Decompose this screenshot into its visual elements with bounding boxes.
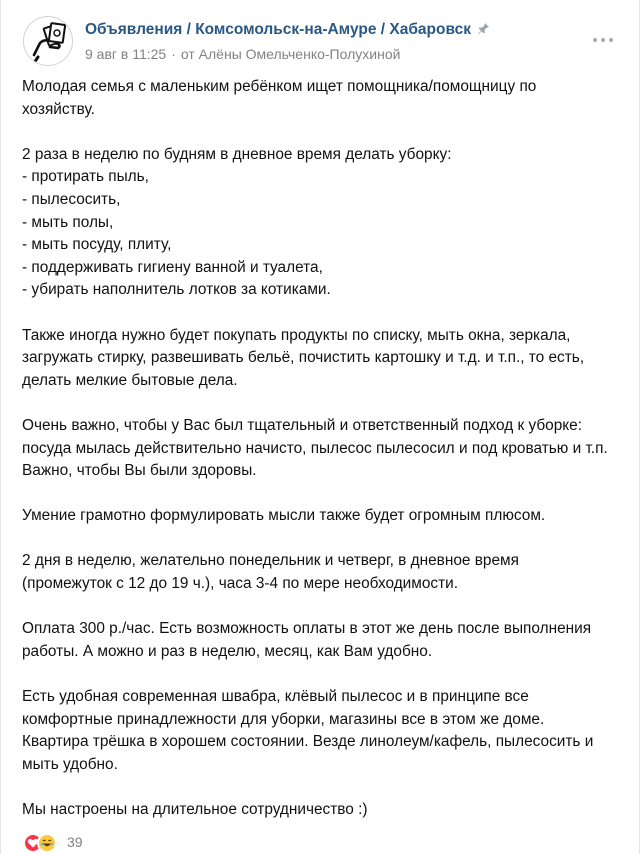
- post-line: Умение грамотно формулировать мысли также будет огромным плюсом.: [22, 507, 546, 525]
- post-paragraph: [22, 799, 617, 822]
- post-line: Оплата 300 р./час. Есть возможность оплаты в этот же день после выполнения: [22, 620, 592, 638]
- laugh-reaction-icon: [37, 833, 57, 853]
- post-paragraph: [22, 144, 617, 302]
- money-hand-icon: [24, 17, 73, 66]
- post-line: - убирать наполнитель лотков за котиками.: [22, 281, 331, 299]
- post-line: Квартира трёшка в хорошем состоянии. Везде линолеум/кафель, пылесосить и: [22, 733, 594, 751]
- post-paragraph: [22, 76, 617, 121]
- post-line: мыть удобно.: [22, 755, 118, 773]
- post-line: (промежуток с 12 до 19 ч.), часа 3-4 по мере необходимости.: [22, 575, 459, 593]
- more-dots-icon[interactable]: [593, 36, 615, 44]
- post-line: - пылесосить,: [22, 190, 121, 208]
- post-meta: [85, 46, 400, 62]
- pin-icon: [477, 22, 490, 40]
- post-date[interactable]: 9 авг в 11:25: [85, 46, 167, 62]
- post-line: - протирать пыль,: [22, 168, 149, 186]
- reactions-button[interactable]: [23, 832, 65, 854]
- post-paragraph: [22, 686, 617, 776]
- group-title-link[interactable]: [85, 21, 490, 40]
- post-paragraph: [22, 415, 617, 483]
- post-line: Есть удобная современная швабра, клёвый пылесос и в принципе все: [22, 688, 529, 706]
- post-text: [22, 76, 617, 844]
- reaction-count[interactable]: 39: [67, 834, 83, 850]
- post-line: 2 раза в неделю по будням в дневное время делать уборку:: [22, 145, 452, 163]
- post-paragraph: [22, 325, 617, 393]
- post-line: делать мелкие бытовые дела.: [22, 371, 238, 389]
- post-line: посуда мылась действительно начисто, пылесос пылесосил и под кроватью и т.п.: [22, 439, 608, 457]
- post-header: [23, 16, 619, 70]
- post-line: - мыть полы,: [22, 213, 114, 231]
- post-line: Мы настроены на длительное сотрудничество :): [22, 801, 368, 818]
- group-avatar[interactable]: [23, 16, 73, 66]
- post-line: - мыть посуду, плиту,: [22, 236, 172, 254]
- post-line: загружать стирку, развешивать бельё, почистить картошку и т.д. и т.п., то есть,: [22, 349, 585, 367]
- post-line: хозяйству.: [22, 100, 95, 118]
- post-line: Очень важно, чтобы у Вас был тщательный и ответственный подход к уборке:: [22, 416, 583, 434]
- post-author[interactable]: от Алёны Омельченко-Полухиной: [180, 46, 401, 62]
- post-paragraph: [22, 505, 617, 528]
- post-paragraph: [22, 618, 617, 663]
- meta-separator: ·: [171, 46, 176, 62]
- group-name[interactable]: Объявления / Комсомольск-на-Амуре / Хабаровск: [85, 21, 471, 38]
- post-line: работы. А можно и раз в неделю, месяц, как Вам удобно.: [22, 642, 433, 660]
- post-line: Также иногда нужно будет покупать продукты по списку, мыть окна, зеркала,: [22, 326, 571, 344]
- post-line: комфортные принадлежности для уборки, магазины все в этом же доме.: [22, 710, 545, 728]
- post-line: 2 дня в неделю, желательно понедельник и четверг, в дневное время: [22, 552, 519, 570]
- post-paragraph: [22, 550, 617, 595]
- post-line: Важно, чтобы Вы были здоровы.: [22, 462, 257, 480]
- post-line: - поддерживать гигиену ванной и туалета,: [22, 258, 323, 276]
- post-line: Молодая семья с маленьким ребёнком ищет помощника/помощницу по: [22, 78, 537, 95]
